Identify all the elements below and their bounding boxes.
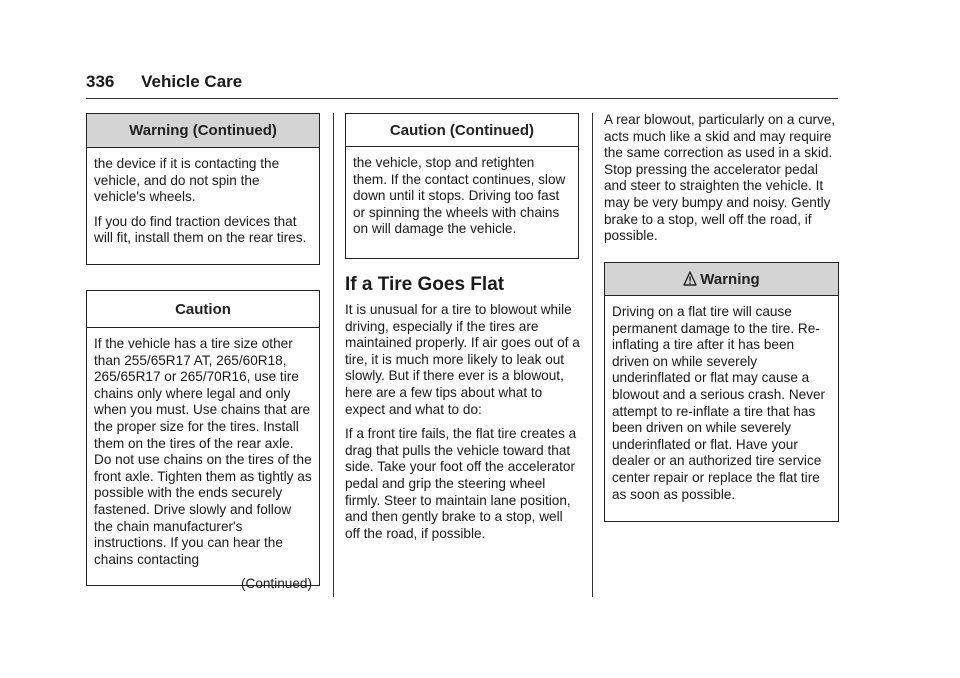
caution-continued-paragraph: the vehicle, stop and retighten them. If the contact continues, slow down until it stops. Driving too fast or spinning the wheels with chains on will damage the vehicle. bbox=[353, 155, 566, 237]
section-paragraph-1: It is unusual for a tire to blowout while driving, especially if the tires are maintained properly. If air goes out of a tire, it is much more likely to leak out slowly. But if there ever is a blowout, here are a few tips about what to expect and what to do: bbox=[345, 302, 580, 417]
caution-continued-box bbox=[345, 113, 579, 259]
page-title: Vehicle Care bbox=[141, 72, 243, 91]
header-rule bbox=[86, 98, 838, 99]
column3-body bbox=[604, 112, 838, 253]
caution-box bbox=[86, 290, 320, 592]
warning-continued-title: Warning (Continued) bbox=[87, 114, 319, 148]
page-header bbox=[86, 72, 242, 92]
warning-header bbox=[605, 263, 838, 296]
section-heading: If a Tire Goes Flat bbox=[345, 274, 505, 295]
warning-continued-paragraph-1: the device if it is contacting the vehicle, and do not spin the vehicle's wheels. bbox=[94, 156, 280, 205]
page-number: 336 bbox=[86, 72, 115, 91]
caution-continued-title: Caution (Continued) bbox=[346, 114, 578, 147]
column-divider-1 bbox=[333, 113, 334, 597]
warning-paragraph: Driving on a flat tire will cause permanent damage to the tire. Re-inflating a tire after it has been driven on while severely underinflated or flat may cause a blowout and a serious crash. Never attempt to re-inflate a tire that has been driven on while severely underinflated or flat. Have your dealer or an authorized tire service center repair or replace the flat tire as soon as possible. bbox=[612, 304, 826, 502]
warning-continued-paragraph-2: If you do find traction devices that will fit, install them on the rear tires. bbox=[94, 213, 307, 246]
warning-continued-body bbox=[87, 148, 319, 255]
section-body bbox=[345, 302, 580, 550]
section-paragraph-2: If a front tire fails, the flat tire creates a drag that pulls the vehicle toward that side. Take your foot off the accelerator pedal and grip the steering wheel firmly. Steer to maintain lane position, and then gently brake to a stop, well off the road, if possible. bbox=[345, 426, 577, 541]
column-divider-2 bbox=[592, 113, 593, 597]
warning-continued-box bbox=[86, 113, 320, 265]
caution-body bbox=[87, 328, 319, 601]
caution-title: Caution bbox=[87, 291, 319, 328]
warning-title: Warning bbox=[700, 270, 760, 288]
caution-continued-body bbox=[346, 147, 578, 246]
caution-paragraph: If the vehicle has a tire size other than 255/65R17 AT, 265/60R18, 265/65R17 or 265/70R16, use tire chains only where legal and only when you must. Use chains that are the proper size for the tires. Install them on the tires of the rear axle. Do not use chains on the tires of the front axle. Tighten them as tightly as possible with the ends securely fastened. Drive slowly and follow the chain manufacturer's instructions. If you can hear the chains contacting bbox=[94, 336, 312, 567]
caution-continued-label: (Continued) bbox=[240, 576, 312, 592]
rear-blowout-paragraph: A rear blowout, particularly on a curve, acts much like a skid and may require the same correction as used in a skid. Stop pressing the accelerator pedal and steer to straighten the vehicle. It may be very bumpy and noisy. Gently brake to a stop, well off the road, if possible. bbox=[604, 112, 836, 244]
warning-box bbox=[604, 262, 839, 522]
warning-body bbox=[605, 296, 838, 511]
warning-triangle-icon bbox=[683, 271, 697, 287]
